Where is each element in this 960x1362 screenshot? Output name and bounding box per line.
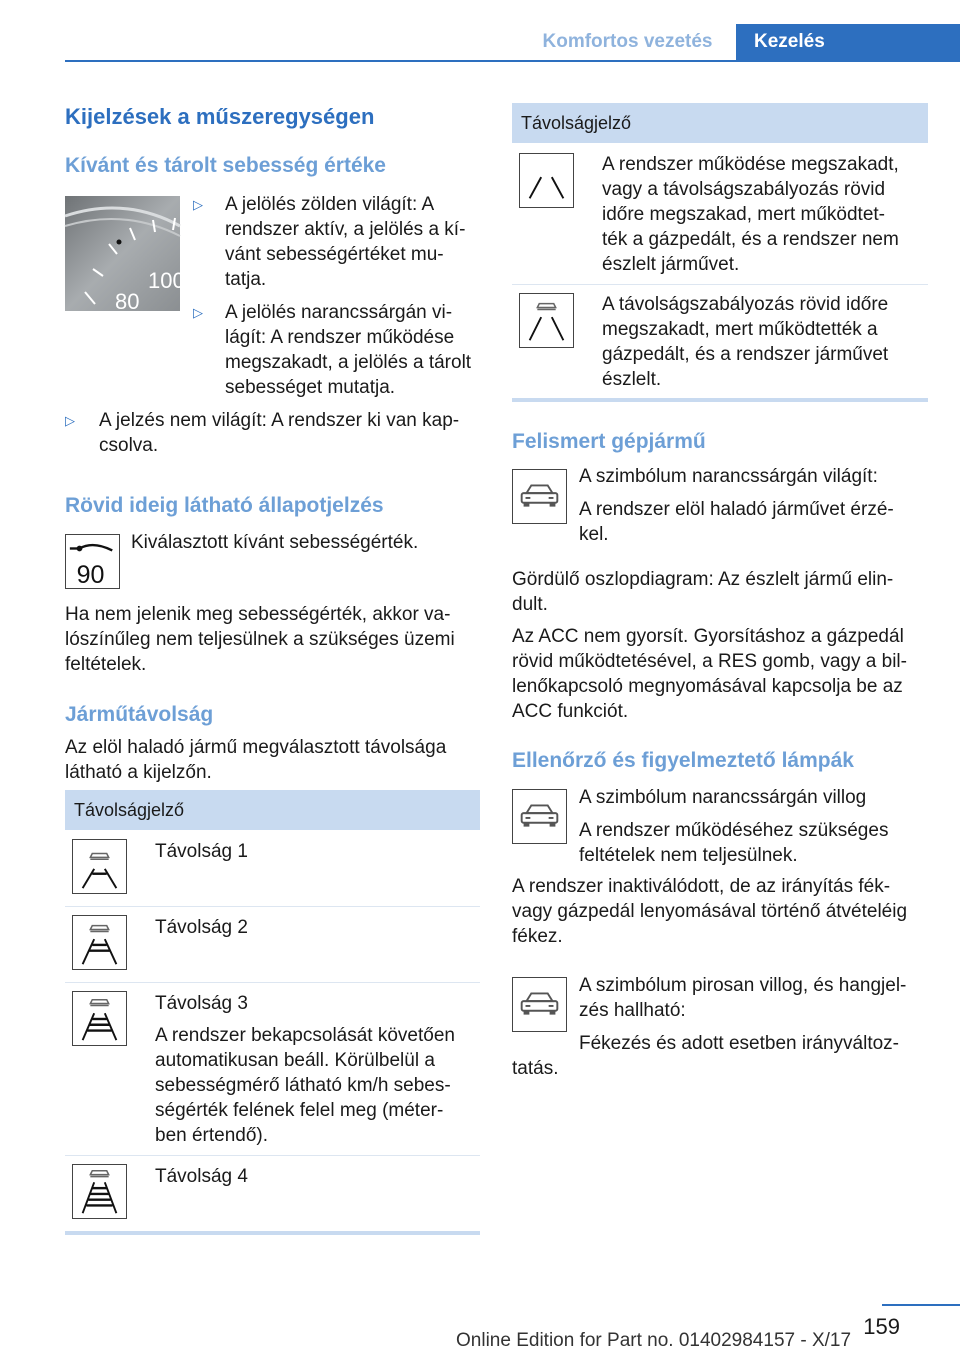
red-flash-desc: A szimbólum pirosan villog, és hangjel- zés hallható: (579, 975, 907, 1021)
gauge-label-100: 100 (148, 268, 185, 293)
distance-1-label: Távolság 1 (155, 841, 248, 862)
speed-display-value: 90 (76, 561, 105, 590)
bullet-off: A jelzés nem világít: A rendszer ki van kap- csolva. (99, 410, 460, 456)
speed-hint-paragraph: Ha nem jelenik meg sebességérték, akkor va- lószínűleg nem teljesülnek a szükséges üzemi feltételek. (65, 604, 455, 675)
detected-vehicle-desc: A szimbólum narancssárgán világít: A rendszer elöl haladó járművet érzé- kel. (579, 466, 894, 545)
table-row-divider (65, 906, 480, 907)
distance-4-icon (72, 1164, 127, 1219)
interrupted-vehicle-text: A távolságszabályozás rövid időre megszakadt, mert működtették a gázpedált, és a rendszer járművet észlelt. (602, 294, 889, 390)
table-header-right: Távolságjelző (512, 103, 928, 143)
bullet-triangle-icon: ▷ (193, 197, 203, 212)
header-tab-chapter: Kezelés (736, 24, 960, 62)
car-icon (512, 469, 567, 524)
rolling-bar-paragraph: Gördülő oszlopdiagram: Az észlelt jármű elin- dult. (512, 569, 894, 615)
distance-2-icon (72, 915, 127, 970)
table-row-divider (512, 284, 928, 285)
table-end-rule (65, 1231, 480, 1235)
table-end-rule (512, 398, 928, 402)
acc-paragraph: Az ACC nem gyorsít. Gyorsításhoz a gázpedál rövid működtetésével, a RES gomb, vagy a bil- lenőkapcsoló megnyomásával kapcsolja be az ACC funkciót. (512, 626, 907, 722)
vehicle-detected-paused-icon (519, 293, 574, 348)
car-icon (512, 789, 567, 844)
speedometer-gauge-image (65, 196, 185, 314)
table-row-divider (65, 982, 480, 983)
section-heading-desired-speed: Kívánt és tárolt sebesség értéke (65, 154, 386, 177)
page-title: Kijelzések a műszeregységen (65, 104, 375, 129)
table-row-divider (65, 1155, 480, 1156)
gauge-label-80: 80 (115, 289, 140, 314)
section-heading-warning-lamps: Ellenőrző és figyelmeztető lámpák (512, 749, 854, 772)
section-heading-detected-vehicle: Felismert gépjármű (512, 430, 706, 453)
bullet-orange: A jelölés narancssárgán vi- lágít: A rendszer működése megszakadt, a jelölés a tárolt sebességet mutatja. (225, 302, 472, 398)
distance-4-label: Távolság 4 (155, 1166, 248, 1187)
distance-1-icon (72, 839, 127, 894)
section-heading-distance: Járműtávolság (65, 703, 214, 726)
orange-flash-desc: A szimbólum narancssárgán villog A rendszer működéséhez szükséges feltételek nem teljesülnek. (579, 787, 889, 866)
footer-rule (882, 1304, 960, 1306)
braking-desc-2: tatás. (512, 1058, 559, 1079)
section-heading-status: Rövid ideig látható állapotjelzés (65, 494, 384, 517)
inactive-paragraph: A rendszer inaktiválódott, de az irányítás fék- vagy gázpedál lenyomásával történő átvételéig fékez. (512, 876, 908, 947)
distance-3-block: Távolság 3 A rendszer bekapcsolását követően automatikusan beáll. Körülbelül a sebességmérő látható km/h sebes- ségérték felének felel meg (méter- ben értendő). (155, 993, 455, 1146)
header-rule (65, 60, 960, 62)
no-vehicle-icon (519, 153, 574, 208)
selected-speed-text: Kiválasztott kívánt sebességérték. (131, 532, 419, 553)
footer-edition: Online Edition for Part no. 01402984157 - X/17 (456, 1330, 852, 1351)
bullet-green: A jelölés zölden világít: A rendszer aktív, a jelölés a kí- vánt sebességértéket mu- tatja. (225, 194, 466, 290)
interrupted-no-vehicle-text: A rendszer működése megszakadt, vagy a távolságszabályozás rövid időre megszakad, mert működtet- ték a gázpedált, és a rendszer nem észlelt járművet. (602, 154, 899, 275)
page-number: 159 (863, 1314, 900, 1339)
bullet-triangle-icon: ▷ (65, 413, 75, 428)
car-icon (512, 977, 567, 1032)
speed-display-icon (65, 534, 120, 589)
distance-2-label: Távolság 2 (155, 917, 248, 938)
distance-intro: Az elöl haladó jármű megválasztott távolsága látható a kijelzőn. (65, 737, 447, 783)
distance-3-icon (72, 991, 127, 1046)
bullet-triangle-icon: ▷ (193, 305, 203, 320)
table-header-left: Távolságjelző (65, 790, 480, 830)
header-tab-section: Komfortos vezetés (542, 31, 713, 52)
braking-desc-1: Fékezés és adott esetben irányváltoz- (579, 1033, 900, 1054)
